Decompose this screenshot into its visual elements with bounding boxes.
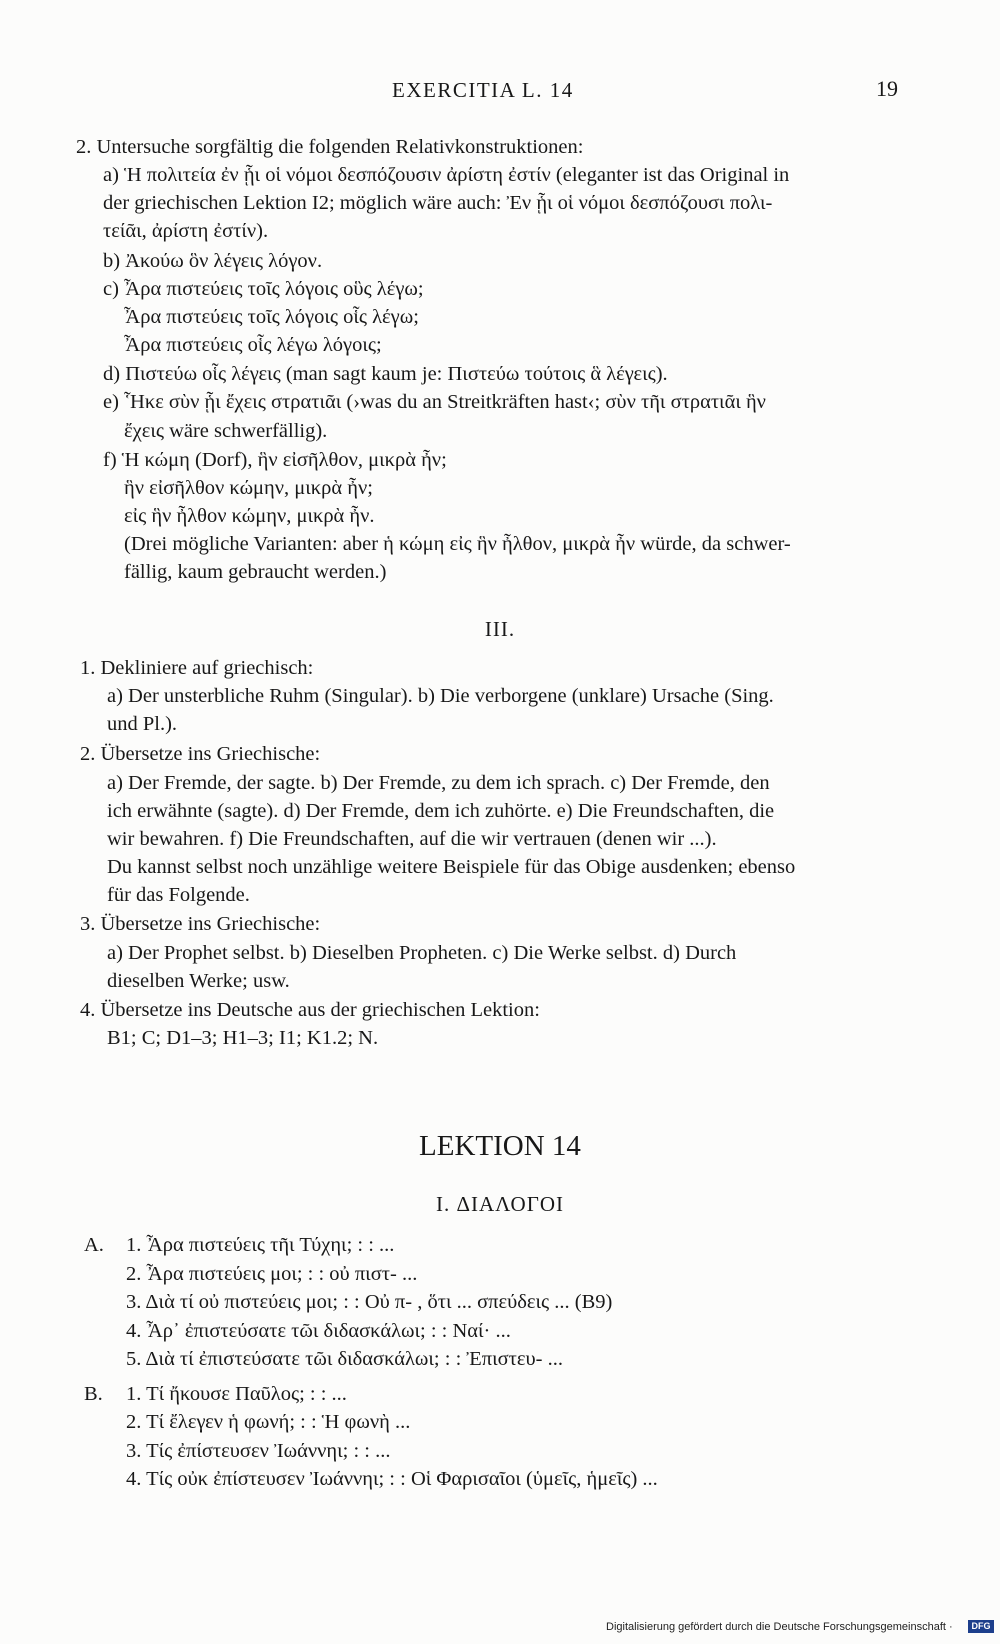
lektion-title: LEKTION 14	[419, 1130, 581, 1162]
section-heading: I. ΔΙΑΛΟΓΟΙ	[436, 1192, 564, 1216]
exercise-line: wir bewahren. f) Die Freundschaften, auf die wir vertrauen (denen wir ...).	[107, 828, 717, 850]
exercise-line: τείᾶι, ἀρίστη ἐστίν).	[103, 220, 269, 242]
exercise-line: fällig, kaum gebraucht werden.)	[124, 561, 387, 583]
exercise-line: für das Folgende.	[107, 884, 250, 906]
dialog-line: 2. Τί ἔλεγεν ἡ φωνή; : : Ἡ φωνὴ ...	[126, 1411, 411, 1433]
exercise-line: Ἆρα πιστεύεις οἷς λέγω λόγοις;	[124, 334, 382, 356]
exercise-line: und Pl.).	[107, 713, 178, 735]
exercise-line: Ἆρα πιστεύεις τοῖς λόγοις οἷς λέγω;	[124, 306, 419, 328]
exercise-line: f) Ἡ κώμη (Dorf), ἣν εἰσῆλθον, μικρὰ ἦν;	[103, 449, 447, 471]
dfg-logo: DFG	[968, 1620, 994, 1633]
section-heading: III.	[484, 617, 516, 641]
exercise-line: der griechischen Lektion I2; möglich wäre auch: Ἐν ᾗι οἱ νόμοι δεσπόζουσι πολι-	[103, 192, 773, 214]
exercise-line: a) Der unsterbliche Ruhm (Singular). b) Die verborgene (unklare) Ursache (Sing.	[107, 685, 774, 707]
dialog-line: 2. Ἆρα πιστεύεις μοι; : : οὐ πιστ- ...	[126, 1263, 418, 1285]
exercise-line: B1; C; D1–3; H1–3; I1; K1.2; N.	[107, 1027, 379, 1049]
exercise-line: ἔχεις wäre schwerfällig).	[124, 420, 328, 442]
exercise-line: (Drei mögliche Varianten: aber ἡ κώμη εἰς ἣν ἦλθον, μικρὰ ἦν würde, da schwer-	[124, 533, 791, 555]
dialog-line: 1. Τί ἤκουσε Παῦλος; : : ...	[126, 1383, 347, 1405]
dialog-line: 5. Διὰ τί ἐπιστεύσατε τῶι διδασκάλωι; : : Ἐπιστευ- ...	[126, 1348, 563, 1370]
exercise-line: e) Ἧκε σὺν ᾗι ἔχεις στρατιᾶι (›was du an Streitkräften hast‹; σὺν τῆι στρατιᾶι ἣν	[103, 391, 766, 413]
exercise-line: c) Ἆρα πιστεύεις τοῖς λόγοις οὓς λέγω;	[103, 278, 424, 300]
digitization-note: Digitalisierung gefördert durch die Deutsche Forschungsgemeinschaft ·	[606, 1621, 953, 1633]
exercise-line: d) Πιστεύω οἷς λέγεις (man sagt kaum je: Πιστεύω τούτοις ἃ λέγεις).	[103, 363, 668, 385]
exercise-line: 1. Dekliniere auf griechisch:	[80, 657, 314, 679]
group-label: A.	[84, 1234, 104, 1256]
exercise-line: ich erwähnte (sagte). d) Der Fremde, dem ich zuhörte. e) Die Freundschaften, die	[107, 800, 775, 822]
exercise-line: 2. Übersetze ins Griechische:	[80, 743, 321, 765]
page-number: 19	[876, 76, 898, 101]
dialog-line: 1. Ἆρα πιστεύεις τῆι Τύχηι; : : ...	[126, 1234, 395, 1256]
dialog-line: 4. Τίς οὐκ ἐπίστευσεν Ἰωάννηι; : : Οἱ Φαρισαῖοι (ὑμεῖς, ἡμεῖς) ...	[126, 1468, 658, 1490]
exercise-line: a) Ἡ πολιτεία ἐν ᾗι οἱ νόμοι δεσπόζουσιν ἀρίστη ἐστίν (eleganter ist das Original in	[103, 164, 790, 186]
exercise-line: 4. Übersetze ins Deutsche aus der griechischen Lektion:	[80, 999, 540, 1021]
exercise-line: 2. Untersuche sorgfältig die folgenden Relativkonstruktionen:	[76, 136, 584, 158]
exercise-line: ἣν εἰσῆλθον κώμην, μικρὰ ἦν;	[124, 477, 373, 499]
dialog-line: 3. Διὰ τί οὐ πιστεύεις μοι; : : Οὐ π- , ὅτι ... σπεύδεις ... (B9)	[126, 1291, 613, 1313]
dialog-line: 4. Ἆρ᾽ ἐπιστεύσατε τῶι διδασκάλωι; : : Ναί· ...	[126, 1320, 511, 1342]
dialog-line: 3. Τίς ἐπίστευσεν Ἰωάννηι; : : ...	[126, 1440, 391, 1462]
exercise-line: Du kannst selbst noch unzählige weitere Beispiele für das Obige ausdenken; ebenso	[107, 856, 796, 878]
exercise-line: 3. Übersetze ins Griechische:	[80, 913, 321, 935]
exercise-line: dieselben Werke; usw.	[107, 970, 290, 992]
exercise-line: a) Der Prophet selbst. b) Dieselben Propheten. c) Die Werke selbst. d) Durch	[107, 942, 737, 964]
exercise-line: εἰς ἣν ἦλθον κώμην, μικρὰ ἦν.	[124, 505, 375, 527]
exercise-line: b) Ἀκούω ὃν λέγεις λόγον.	[103, 250, 323, 272]
group-label: B.	[84, 1383, 103, 1405]
exercise-line: a) Der Fremde, der sagte. b) Der Fremde, zu dem ich sprach. c) Der Fremde, den	[107, 772, 770, 794]
running-header: EXERCITIA L. 14	[392, 78, 574, 102]
